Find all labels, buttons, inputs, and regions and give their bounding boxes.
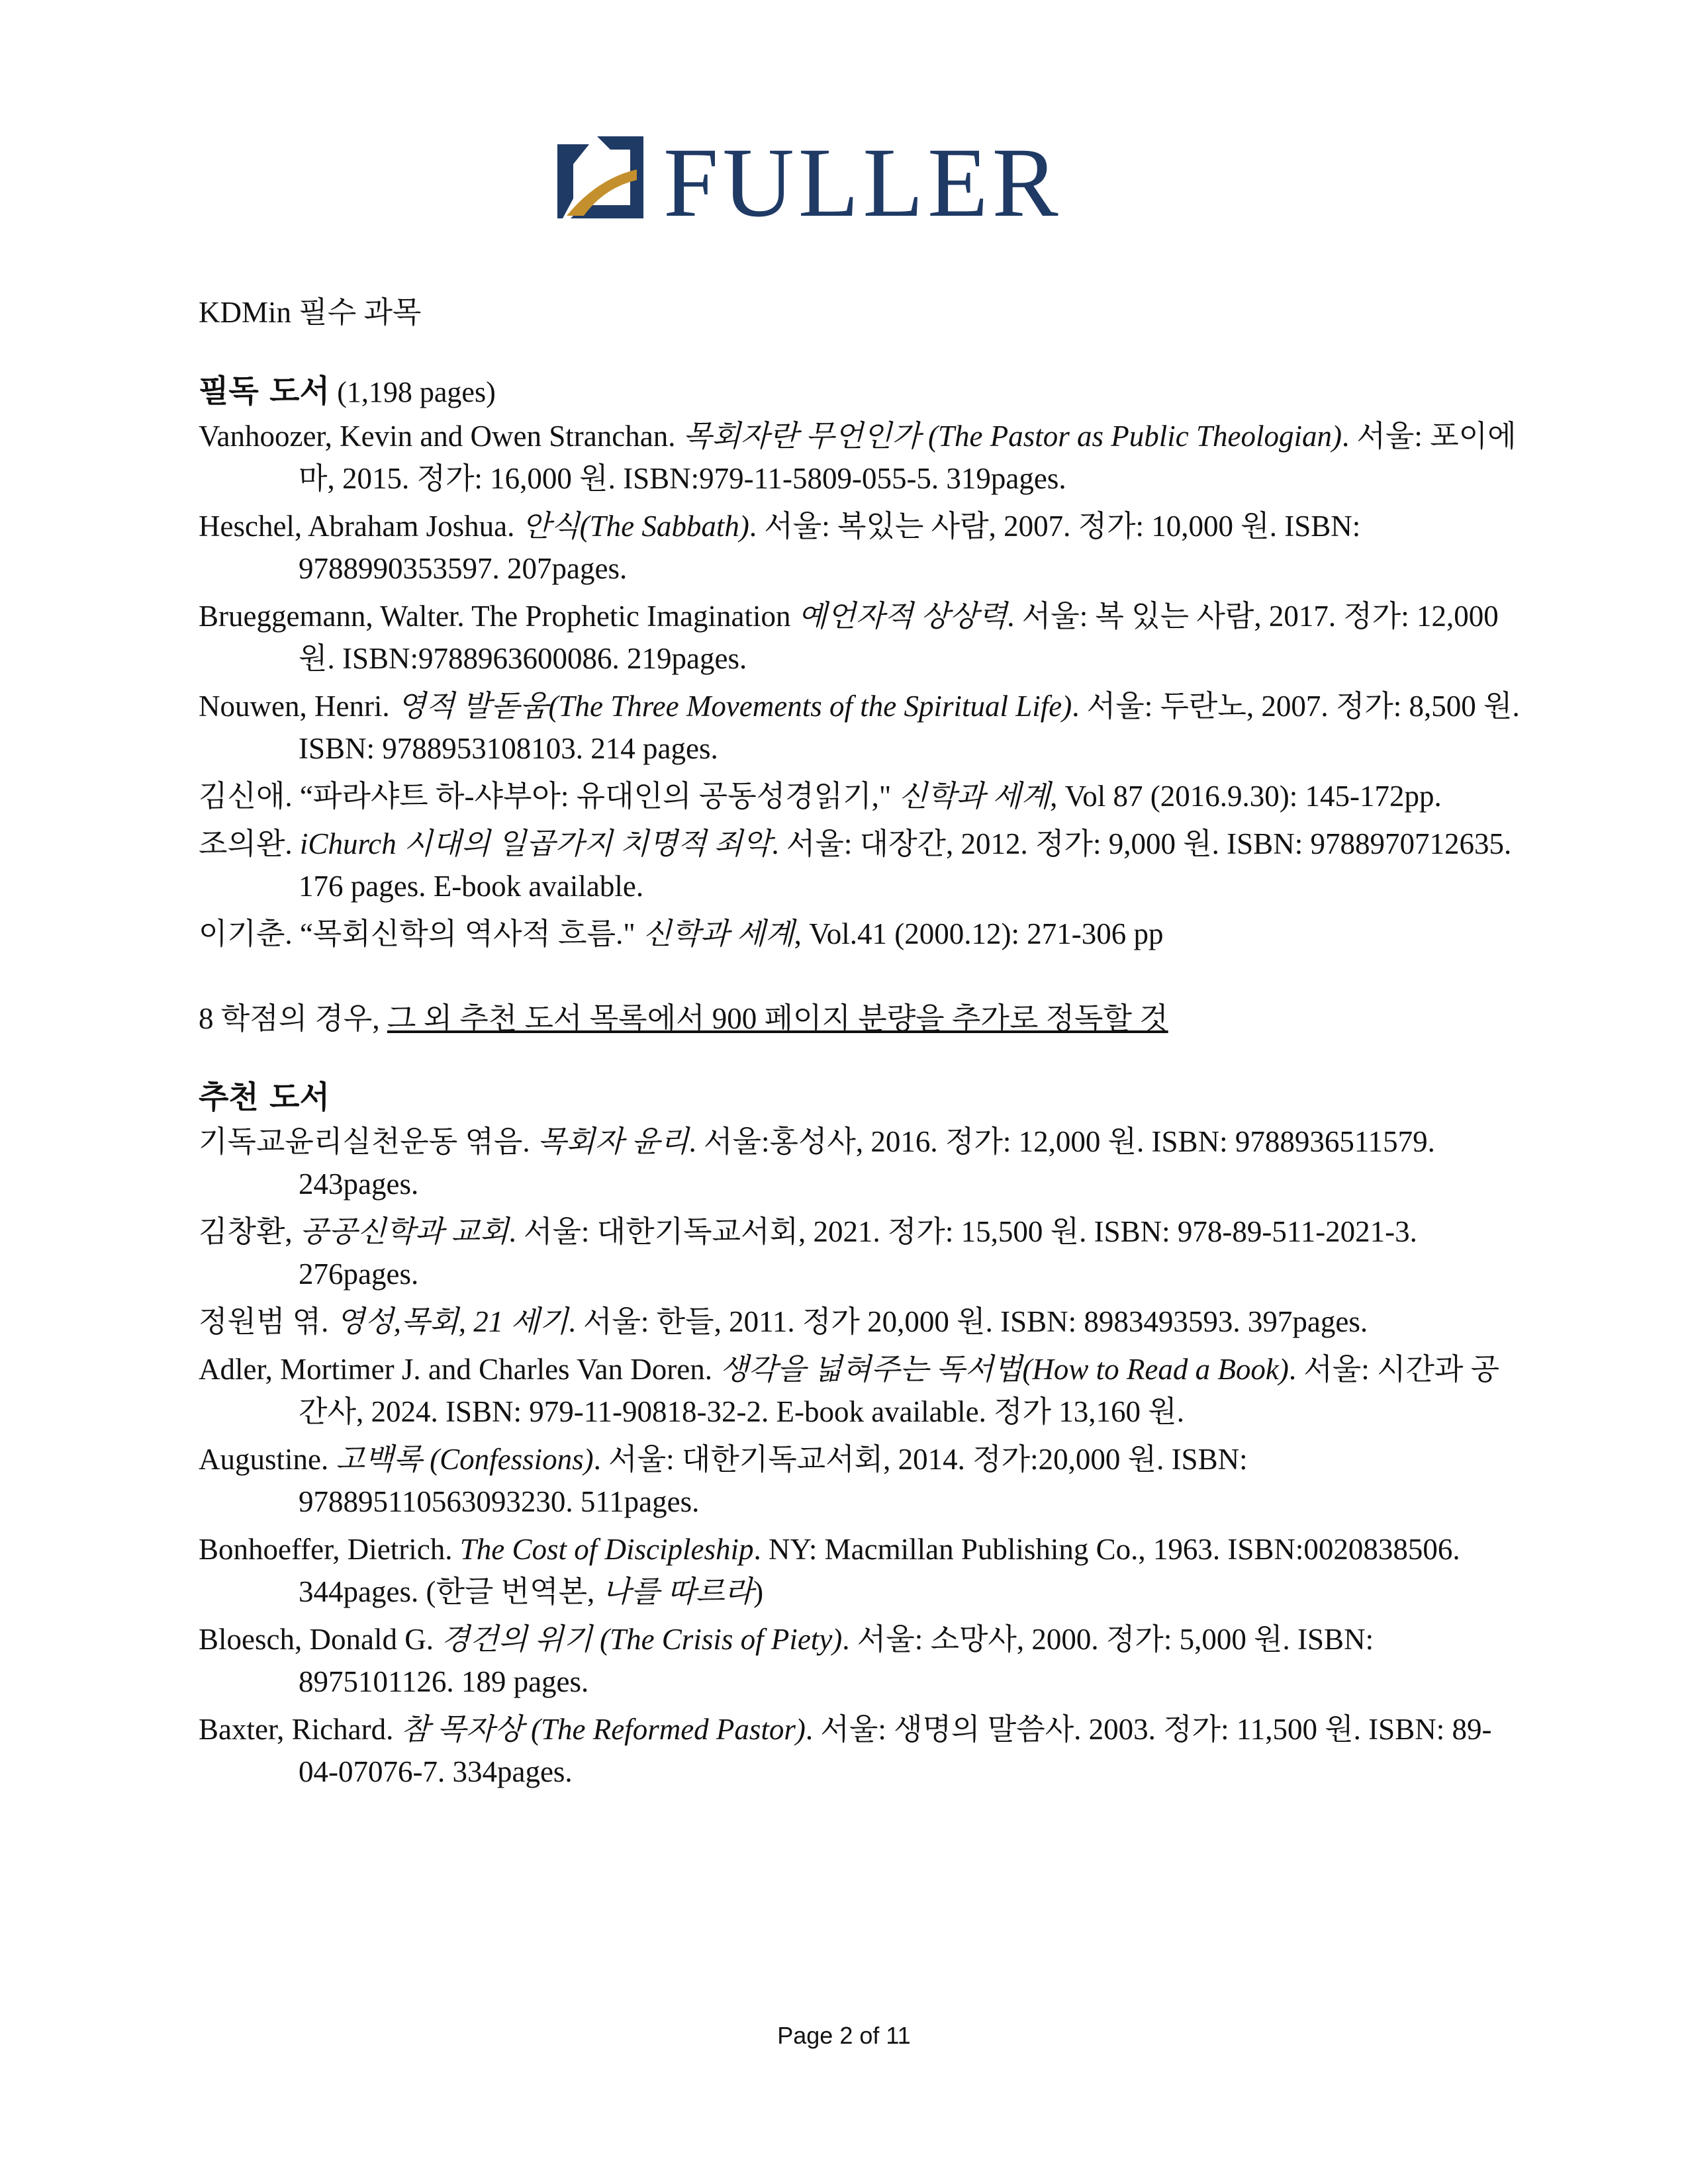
entry-title: 예언자적 상상력 (798, 600, 1008, 633)
bibliography-entry (199, 775, 1523, 817)
entry-title: 영성,목회, 21 세기 (336, 1305, 569, 1338)
bibliography-entry (199, 1120, 1523, 1205)
required-reading-heading (199, 371, 1523, 414)
course-title: KDMin 필수 과목 (199, 296, 422, 329)
entry-text: . NY: Macmillan Publishing Co., 1963. ISBN:0020838506. 344pages. (한글 번역본, (299, 1533, 1460, 1608)
credit-note-prefix: 8 학점의 경우, (199, 1002, 387, 1035)
bibliography-entry (199, 1348, 1523, 1433)
entry-title: 목회자란 무언인가 (The Pastor as Public Theologian) (682, 420, 1342, 453)
bibliography-entry (199, 685, 1523, 770)
entry-title: 고백록 (Confessions) (336, 1443, 594, 1476)
entry-title: 참 목자상 (The Reformed Pastor) (400, 1713, 806, 1746)
recommended-reading-heading (199, 1077, 1523, 1119)
logo-mark-icon (557, 136, 643, 218)
entry-text: . 서울: 소망사, 2000. 정가: 5,000 원. ISBN: 8975101126. 189 pages. (299, 1623, 1374, 1698)
entry-text: Vanhoozer, Kevin and Owen Stranchan. (199, 420, 683, 453)
entry-text: Baxter, Richard. (199, 1713, 401, 1746)
entry-text: . 서울: 시간과 공간사, 2024. ISBN: 979-11-90818-32-2. E-book available. 정가 13,160 원. (299, 1353, 1500, 1428)
bibliography-entry (199, 505, 1523, 590)
logo-wordmark: FULLER (663, 132, 1062, 225)
entry-text: . 서울: 복있는 사람, 2007. 정가: 10,000 원. ISBN: 9788990353597. 207pages. (299, 510, 1361, 585)
entry-title: 목회자 윤리 (537, 1125, 689, 1158)
entry-text: 기독교윤리실천운동 엮음. (199, 1125, 538, 1158)
entry-text: 조의완. (199, 827, 300, 860)
required-heading-text: 필독 도서 (199, 373, 330, 410)
required-reading-list (199, 415, 1523, 955)
entry-text: 정원범 엮. (199, 1305, 336, 1338)
bibliography-entry (199, 1708, 1523, 1793)
entry-text: . 서울: 포이에마, 2015. 정가: 16,000 원. ISBN:979-11-5809-055-5. 319pages. (299, 420, 1517, 495)
credit-note-underlined: 그 외 추천 도서 목록에서 900 페이지 분량을 추가로 정독할 것 (387, 1002, 1168, 1035)
entry-text: Adler, Mortimer J. and Charles Van Doren. (199, 1353, 720, 1386)
entry-text: 김신애. “파라샤트 하-샤부아: 유대인의 공동성경읽기," (199, 780, 899, 813)
entry-text: . 서울:홍성사, 2016. 정가: 12,000 원. ISBN: 9788936511579. 243pages. (299, 1125, 1435, 1201)
entry-text: . 서울: 대한기독교서회, 2021. 정가: 15,500 원. ISBN: 978-89-511-2021-3. 276pages. (299, 1215, 1417, 1291)
entry-text: Bloesch, Donald G. (199, 1623, 442, 1656)
entry-title: iChurch 시대의 일곱가지 치명적 죄악 (299, 827, 772, 860)
entry-text: , Vol.41 (2000.12): 271-306 pp (794, 917, 1164, 950)
bibliography-entry (199, 595, 1523, 680)
entry-text: , Vol 87 (2016.9.30): 145-172pp. (1050, 780, 1442, 813)
credit-note (199, 997, 1523, 1040)
entry-text: . 서울: 두란노, 2007. 정가: 8,500 원. ISBN: 9788953108103. 214 pages. (299, 690, 1520, 765)
entry-title: The Cost of Discipleship (459, 1533, 754, 1566)
bibliography-entry (199, 823, 1523, 907)
bibliography-entry (199, 415, 1523, 500)
entry-text: Heschel, Abraham Joshua. (199, 510, 522, 543)
required-page-count: (1,198 pages) (337, 376, 496, 408)
entry-text: . 서울: 대한기독교서회, 2014. 정가:20,000 원. ISBN: 978895110563093230. 511pages. (299, 1443, 1248, 1518)
entry-text: 김창환, (199, 1215, 300, 1248)
entry-text: Bonhoeffer, Dietrich. (199, 1533, 460, 1566)
entry-title: 영적 발돋움(The Three Movements of the Spiritual Life) (397, 690, 1072, 723)
entry-text: Augustine. (199, 1443, 336, 1476)
document-body (199, 291, 1523, 1798)
entry-text: . 서울: 복 있는 사람, 2017. 정가: 12,000 원. ISBN:9788963600086. 219pages. (299, 600, 1499, 675)
entry-title: 신학과 세계 (898, 780, 1051, 813)
recommended-heading-text: 추천 도서 (199, 1079, 330, 1116)
bibliography-entry (199, 1618, 1523, 1703)
entry-title: 나를 따르라 (602, 1575, 754, 1608)
entry-title: 경건의 위기 (The Crisis of Piety) (441, 1623, 843, 1656)
entry-text: . 서울: 한들, 2011. 정가 20,000 원. ISBN: 8983493593. 397pages. (568, 1305, 1368, 1338)
entry-title: 공공신학과 교회 (299, 1215, 509, 1248)
page-footer: Page 2 of 11 (777, 2022, 911, 2049)
bibliography-entry (199, 913, 1523, 955)
entry-title: 생각을 넓혀주는 독서법(How to Read a Book) (720, 1353, 1289, 1386)
recommended-reading-list (199, 1120, 1523, 1793)
entry-title: 신학과 세계 (642, 917, 794, 950)
entry-text: Nouwen, Henri. (199, 690, 397, 723)
entry-text: . 서울: 대장간, 2012. 정가: 9,000 원. ISBN: 9788970712635. 176 pages. E-book available. (299, 827, 1512, 903)
entry-text: Brueggemann, Walter. The Prophetic Imagination (199, 600, 798, 633)
bibliography-entry (199, 1528, 1523, 1613)
bibliography-entry (199, 1438, 1523, 1523)
entry-title: 안식(The Sabbath) (522, 510, 749, 543)
entry-text: 이기춘. “목회신학의 역사적 흐름." (199, 917, 643, 950)
bibliography-entry (199, 1300, 1523, 1343)
fuller-logo (557, 132, 1131, 225)
entry-text: ) (753, 1575, 764, 1608)
bibliography-entry (199, 1210, 1523, 1295)
entry-text: . 서울: 생명의 말씀사. 2003. 정가: 11,500 원. ISBN: 89-04-07076-7. 334pages. (299, 1713, 1492, 1788)
